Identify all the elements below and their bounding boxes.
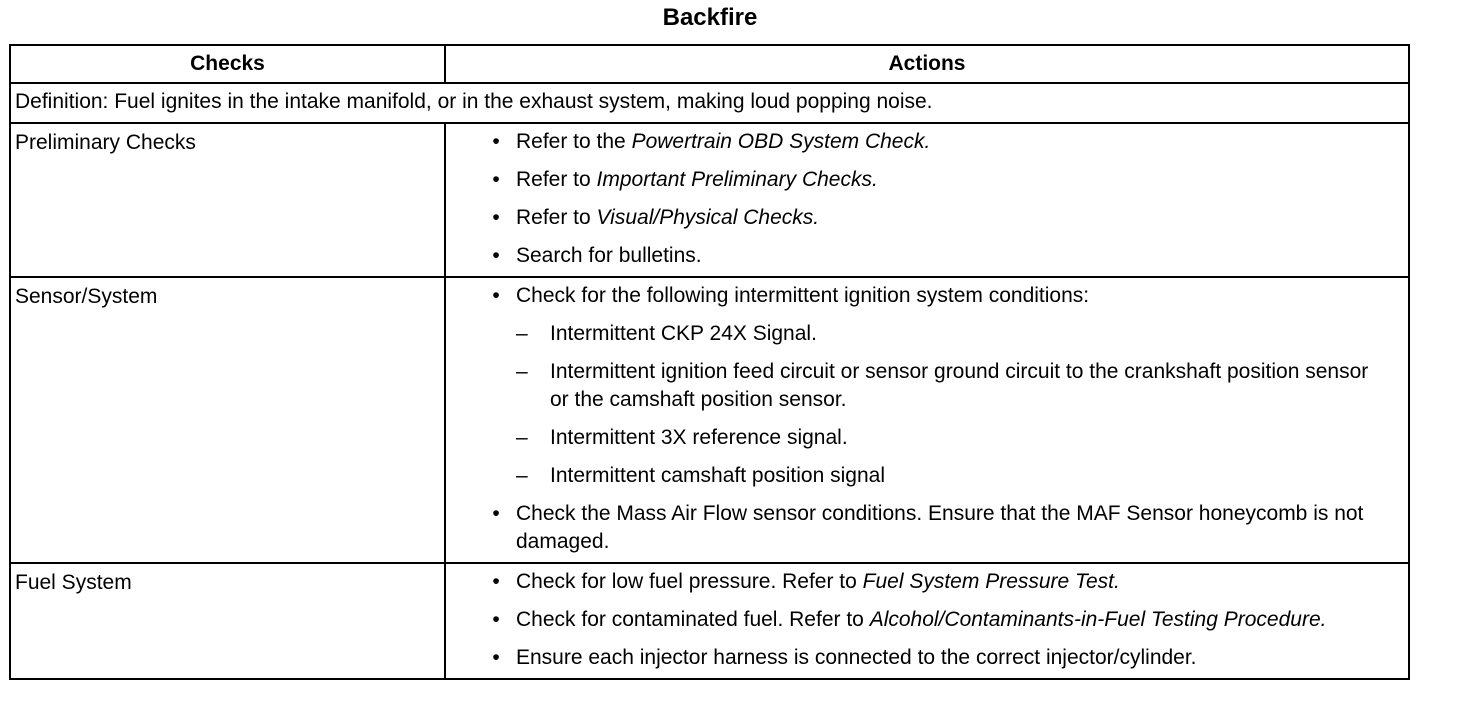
dash-icon: – [516,464,528,487]
table-row [10,563,1409,679]
action-reference: Important Preliminary Checks. [596,168,878,191]
action-text: Refer to [516,168,597,191]
action-item [486,500,1408,556]
bullet-icon: • [492,130,500,153]
action-item [486,282,1408,490]
bullet-icon: • [492,244,500,267]
action-item [486,204,1408,232]
action-item [486,242,1408,270]
sub-item-text: Intermittent camshaft position signal [550,464,885,487]
action-item [486,166,1408,194]
bullet-icon: • [492,608,500,631]
sub-item [516,320,1408,348]
bullet-icon: • [492,502,500,525]
action-reference: Visual/Physical Checks. [596,206,820,229]
action-text: Refer to [516,206,597,229]
sub-item-text: Intermittent ignition feed circuit or sensor ground circuit to the crankshaft position sensor or the camshaft position sensor. [550,360,1369,411]
action-text: Ensure each injector harness is connected to the correct injector/cylinder. [516,646,1197,669]
actions-cell [445,123,1409,277]
table-row [10,123,1409,277]
action-text: Check for the following intermittent ignition system conditions: [516,284,1090,307]
actions-list [486,128,1408,270]
sub-item [516,424,1408,452]
action-text: Search for bulletins. [516,244,702,267]
bullet-icon: • [492,570,500,593]
action-reference: Powertrain OBD System Check. [631,130,931,153]
actions-column-header: Actions [445,45,1409,83]
sub-item [516,358,1408,414]
sub-list [516,320,1408,490]
actions-list [486,282,1408,556]
bullet-icon: • [492,206,500,229]
action-reference: Fuel System Pressure Test. [862,570,1120,593]
check-cell: Sensor/System [10,277,445,563]
action-reference: Alcohol/Contaminants-in-Fuel Testing Procedure. [869,608,1327,631]
table-row [10,277,1409,563]
dash-icon: – [516,426,528,449]
action-item [486,606,1408,634]
action-item [486,128,1408,156]
definition-row [10,83,1409,123]
action-item [486,568,1408,596]
dash-icon: – [516,322,528,345]
sub-item [516,462,1408,490]
bullet-icon: • [492,168,500,191]
checks-column-header: Checks [10,45,445,83]
actions-list [486,568,1408,672]
bullet-icon: • [492,284,500,307]
check-cell: Fuel System [10,563,445,679]
check-cell: Preliminary Checks [10,123,445,277]
actions-cell [445,277,1409,563]
sub-item-text: Intermittent 3X reference signal. [550,426,848,449]
page-title: Backfire [662,4,758,31]
bullet-icon: • [492,646,500,669]
action-text: Check for contaminated fuel. Refer to [516,608,870,631]
action-text: Check for low fuel pressure. Refer to [516,570,863,593]
action-item [486,644,1408,672]
dash-icon: – [516,360,528,383]
action-text: Refer to the [516,130,632,153]
table-header-row [10,45,1409,83]
diagnostic-table [9,44,1410,680]
action-text: Check the Mass Air Flow sensor conditions. Ensure that the MAF Sensor honeycomb is not damaged. [516,502,1364,553]
actions-cell [445,563,1409,679]
sub-item-text: Intermittent CKP 24X Signal. [550,322,817,345]
definition-text: Definition: Fuel ignites in the intake manifold, or in the exhaust system, making loud popping noise. [10,83,1409,123]
